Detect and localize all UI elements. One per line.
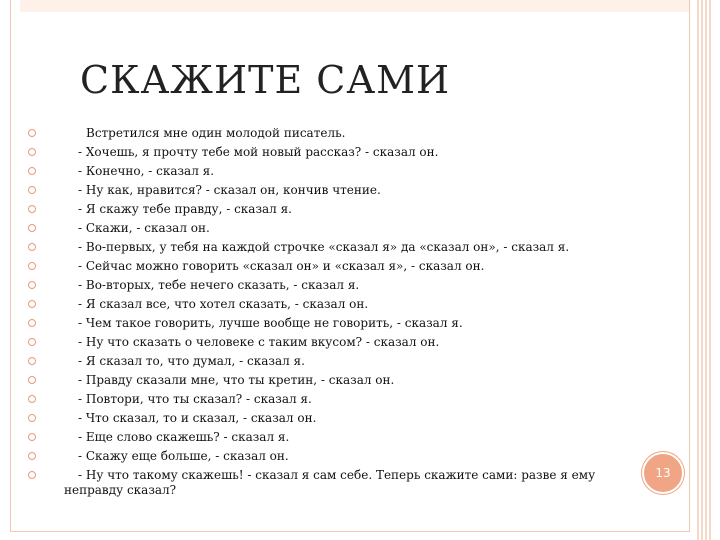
dialogue-list: [28, 124, 608, 500]
bullet-icon: [28, 338, 36, 346]
list-item: [28, 466, 608, 500]
list-item: [28, 200, 608, 219]
list-item-text: - Ну что такому скажешь! - сказал я сам себе. Теперь скажите сами: разве я ему неправду сказал?: [64, 468, 596, 497]
list-item: [28, 295, 608, 314]
decorative-stripe: [697, 0, 711, 540]
list-item-text: - Ну что сказать о человеке с таким вкусом? - сказал он.: [78, 335, 440, 349]
page-number-badge: 13: [642, 452, 684, 494]
bullet-icon: [28, 471, 36, 479]
list-item-text: - Я сказал все, что хотел сказать, - сказал он.: [78, 297, 369, 311]
list-item: [28, 352, 608, 371]
list-item-text: - Во-вторых, тебе нечего сказать, - сказал я.: [78, 278, 360, 292]
bullet-icon: [28, 129, 36, 137]
list-item-text: - Я скажу тебе правду, - сказал я.: [78, 202, 292, 216]
bullet-icon: [28, 148, 36, 156]
list-item-text: - Ну как, нравится? - сказал он, кончив чтение.: [78, 183, 381, 197]
list-item-text: - Скажу еще больше, - сказал он.: [78, 449, 289, 463]
list-item-text: - Хочешь, я прочту тебе мой новый рассказ? - сказал он.: [78, 145, 439, 159]
list-item-text: - Чем такое говорить, лучше вообще не говорить, - сказал я.: [78, 316, 463, 330]
list-item-text: - Повтори, что ты сказал? - сказал я.: [78, 392, 312, 406]
list-item-text: - Правду сказали мне, что ты кретин, - сказал он.: [78, 373, 395, 387]
list-item: [28, 390, 608, 409]
list-item: [28, 371, 608, 390]
list-item: [28, 124, 608, 143]
list-item-text: - Во-первых, у тебя на каждой строчке «сказал я» да «сказал он», - сказал я.: [78, 240, 570, 254]
slide-title: СКАЖИТЕ САМИ: [80, 58, 451, 102]
bullet-icon: [28, 376, 36, 384]
bullet-icon: [28, 243, 36, 251]
bullet-icon: [28, 262, 36, 270]
list-item-text: - Что сказал, то и сказал, - сказал он.: [78, 411, 317, 425]
list-item-text: - Конечно, - сказал я.: [78, 164, 215, 178]
list-item: [28, 447, 608, 466]
bullet-icon: [28, 186, 36, 194]
list-item: [28, 276, 608, 295]
list-item-text: - Я сказал то, что думал, - сказал я.: [78, 354, 305, 368]
bullet-icon: [28, 414, 36, 422]
list-item: [28, 238, 608, 257]
list-item: [28, 162, 608, 181]
list-item: [28, 314, 608, 333]
list-item-text: - Скажи, - сказал он.: [78, 221, 210, 235]
list-item-text: - Еще слово скажешь? - сказал я.: [78, 430, 290, 444]
bullet-icon: [28, 319, 36, 327]
bullet-icon: [28, 357, 36, 365]
list-item: [28, 181, 608, 200]
list-item: [28, 333, 608, 352]
list-item-text: Встретился мне один молодой писатель.: [86, 126, 346, 140]
bullet-icon: [28, 224, 36, 232]
bullet-icon: [28, 433, 36, 441]
list-item: [28, 219, 608, 238]
bullet-icon: [28, 281, 36, 289]
list-item: [28, 428, 608, 447]
bullet-icon: [28, 167, 36, 175]
list-item-text: - Сейчас можно говорить «сказал он» и «сказал я», - сказал он.: [78, 259, 485, 273]
list-item: [28, 257, 608, 276]
list-item: [28, 143, 608, 162]
bullet-icon: [28, 205, 36, 213]
list-item: [28, 409, 608, 428]
bullet-icon: [28, 395, 36, 403]
bullet-icon: [28, 300, 36, 308]
bullet-icon: [28, 452, 36, 460]
